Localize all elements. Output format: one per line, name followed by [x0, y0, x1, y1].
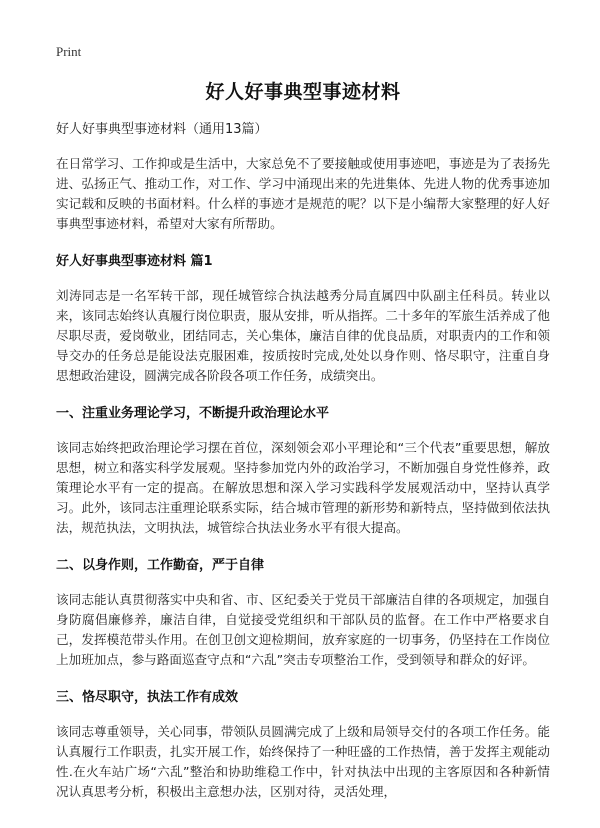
section-paragraph-1: 该同志始终把政治理论学习摆在首位，深刻领会邓小平理论和“三个代表”重要思想，解放思想，树立和落实科学发展观。坚持参加党内外的政治学习，不断加强自身党性修养，政策理论水平有一定的提高。在解放思想和深入学习实践科学发展观活动中，坚持认真学习。此外，该同志注重理论联系实际，结合城市管理的新形势和新特点，坚持做到依法执法，规范执法，文明执法，城管综合执法业务水平有很大提高。	[56, 440, 550, 535]
page-title: 好人好事典型事迹材料	[205, 81, 401, 103]
subtitle: 好人好事典型事迹材料（通用13篇）	[56, 122, 268, 137]
intro-paragraph: 在日常学习、工作抑或是生活中，大家总免不了要接触或使用事迹吧，事迹是为了表扬先进、弘扬正气、推动工作，对工作、学习中涌现出来的先进集体、先进人物的优秀事迹加实记载和反映的书面材料。什么样的事迹才是规范的呢？以下是小编帮大家整理的好人好事典型事迹材料，希望对大家有所帮助。	[56, 156, 550, 231]
article	[56, 72, 550, 802]
article-intro-paragraph: 刘涛同志是一名军转干部，现任城管综合执法越秀分局直属四中队副主任科员。转业以来，该同志始终认真履行岗位职责，服从安排，听从指挥。二十多年的军旅生活养成了他尽职尽责，爱岗敬业，团结同志，关心集体，廉洁自律的优良品质，对职责内的工作和领导交办的任务总是能设法克服困难，按质按时完成,处处以身作则、恪尽职守，注重自身思想政治建设，圆满完成各阶段各项工作任务，成绩突出。	[56, 288, 550, 383]
article-heading: 好人好事典型事迹材料 篇1	[56, 254, 213, 269]
section-heading-3: 三、恪尽职守，执法工作有成效	[56, 690, 239, 705]
print-link[interactable]: Print	[56, 44, 82, 59]
section-paragraph-2: 该同志能认真贯彻落实中央和省、市、区纪委关于党员干部廉洁自律的各项规定，加强自身防腐倡廉修养，廉洁自律，自觉接受党组织和干部队员的监督。在工作中严格要求自己，发挥模范带头作用。在创卫创文迎检期间，放弃家庭的一切事务，仍坚持在工作岗位上加班加点，参与路面巡查守点和“六乱”突击专项整治工作，受到领导和群众的好评。	[56, 592, 550, 667]
section-paragraph-3: 该同志尊重领导，关心同事，带领队员圆满完成了上级和局领导交付的各项工作任务。能认真履行工作职责，扎实开展工作，始终保持了一种旺盛的工作热情，善于发挥主观能动性.在火车站广场“六乱”整治和协助维稳工作中，针对执法中出现的主客原因和各种新情况认真思考分析，积极出主意想办法，区别对待，灵活处理，	[56, 724, 550, 799]
section-heading-2: 二、以身作则，工作勤奋，严于自律	[56, 558, 265, 573]
section-heading-1: 一、注重业务理论学习，不断提升政治理论水平	[56, 406, 330, 421]
